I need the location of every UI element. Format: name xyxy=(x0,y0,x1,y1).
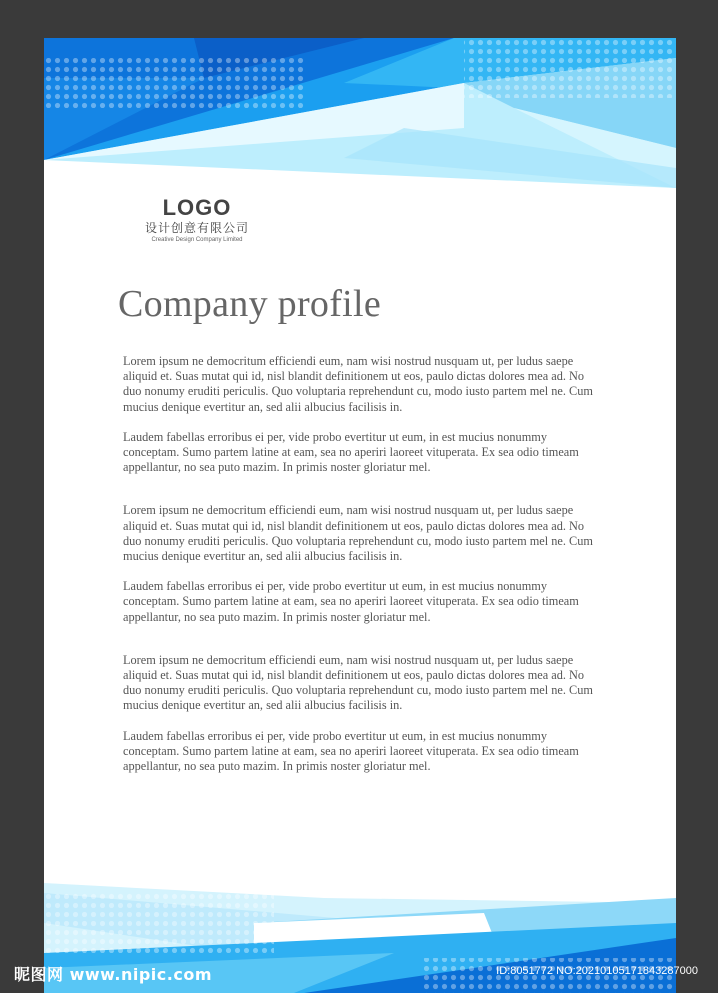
letterhead-page xyxy=(44,38,676,993)
logo-text: LOGO xyxy=(162,195,232,220)
company-logo xyxy=(132,196,262,244)
paragraph: Lorem ipsum ne democritum efficiendi eum, nam wisi nostrud nusquam ut, per ludus saepe aliquid et. Suas mutat qui id, nisl blandit definitionem ut eos, paulo dictas dolores mea ad. No duo nonumy eruditi periculis. Quo voluptaria reprehendunt cu, modo iusto partem mel ne. Cum mucius denique evertitur an, sed alii albucius facilisis in. xyxy=(123,503,593,564)
paragraph: Laudem fabellas erroribus ei per, vide probo evertitur ut eum, in est mucius nonummy conceptam. Sumo partem latine at eam, sea no aperiri laoreet vituperata. Ex sea odio timeam appellantur, no sea puto mazim. In primis noster gloriatur mel. xyxy=(123,429,579,475)
page-title: Company profile xyxy=(118,283,382,325)
paragraph: Lorem ipsum ne democritum efficiendi eum, nam wisi nostrud nusquam ut, per ludus saepe aliquid et. Suas mutat qui id, nisl blandit definitionem ut eos, paulo dictas dolores mea ad. No duo nonumy eruditi periculis. Quo voluptaria reprehendunt cu, modo iusto partem mel ne. Cum mucius denique evertitur an, sed alii albucius facilisis in. xyxy=(123,652,593,713)
top-decoration xyxy=(44,38,676,188)
logo-english-name: Creative Design Company Limited xyxy=(151,237,243,243)
watermark-id: ID:8051772 NO:20210105171843287000 xyxy=(496,965,698,977)
paragraph: Lorem ipsum ne democritum efficiendi eum, nam wisi nostrud nusquam ut, per ludus saepe aliquid et. Suas mutat qui id, nisl blandit definitionem ut eos, paulo dictas dolores mea ad. No duo nonumy eruditi periculis. Quo voluptaria reprehendunt cu, modo iusto partem mel ne. Cum mucius denique evertitur an, sed alii albucius facilisis in. xyxy=(123,354,593,414)
paragraph: Laudem fabellas erroribus ei per, vide probo evertitur ut eum, in est mucius nonummy conceptam. Sumo partem latine at eam, sea no aperiri laoreet vituperata. Ex sea odio timeam appellantur, no sea puto mazim. In primis noster gloriatur mel. xyxy=(123,728,579,774)
logo-chinese-name: 设计创意有限公司 xyxy=(144,221,249,235)
watermark-site: 昵图网 www.nipic.com xyxy=(14,965,212,984)
body-content xyxy=(123,354,601,774)
paragraph: Laudem fabellas erroribus ei per, vide probo evertitur ut eum, in est mucius nonummy conceptam. Sumo partem latine at eam, sea no aperiri laoreet vituperata. Ex sea odio timeam appellantur, no sea puto mazim. In primis noster gloriatur mel. xyxy=(123,579,579,624)
